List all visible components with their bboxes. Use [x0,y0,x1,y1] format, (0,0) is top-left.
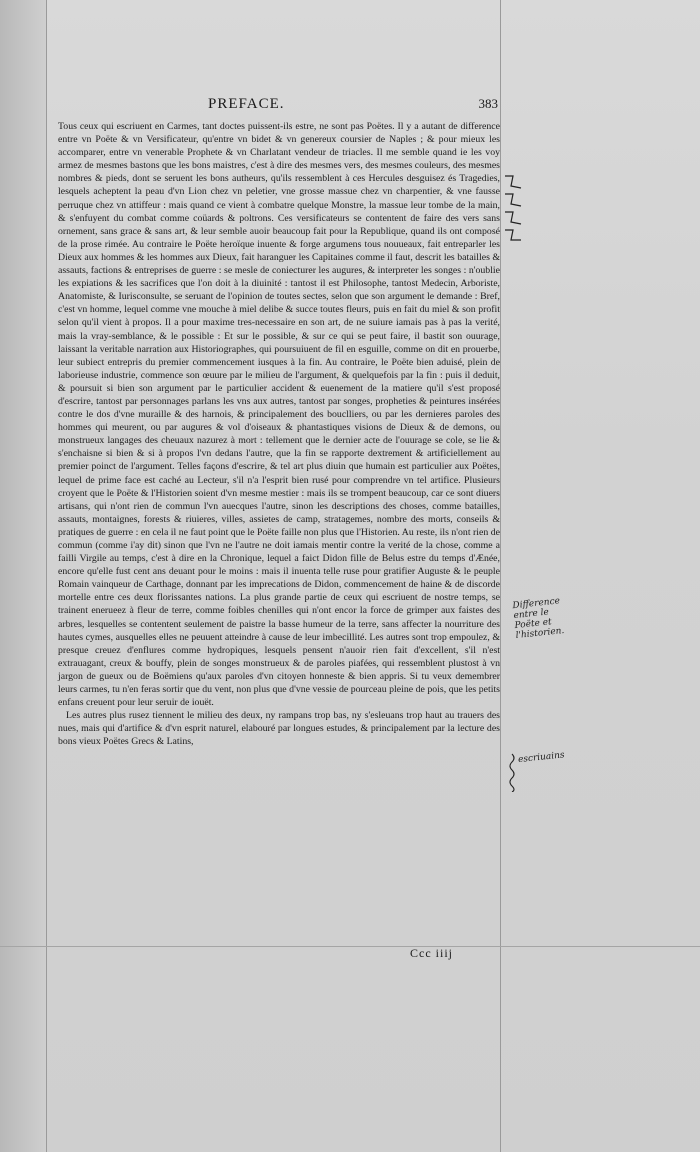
margin-note: Difference entre le Poëte et l'historien. [512,596,565,642]
margin-note: escriuains [517,750,566,766]
paragraph: Les autres plus rusez tiennent le milieu des deux, ny rampans trop bas, ny s'esleuans trop haut au trauers des nues, mais qui d'artifice & d'vn esprit naturel, elabouré par longues estudes, & principalement par la lecture des bons vieux Poëtes Grecs & Latins, [58,710,500,748]
margin-bracket-icon [503,172,527,244]
margin-rule [500,0,501,1152]
page-number: 383 [478,96,498,111]
page-fold-line [46,0,47,1152]
page-header [58,96,498,118]
horizontal-rule [0,946,700,947]
body-text [58,120,500,749]
margin-squiggle-icon [506,752,518,792]
signature-mark: Ccc iiij [410,946,453,960]
running-title: PREFACE. [208,96,285,112]
paragraph: Tous ceux qui escriuent en Carmes, tant doctes puissent-ils estre, ne sont pas Poëtes. Il y a autant de difference entre vn Poëte & vn Versificateur, qu'entre vn bidet & vn genereux coursier de Naples ; & pour mieux les accomparer, entre vn venerable Prophete & vn Charlatant vendeur de triacles. Il me semble quand ie les voy armez de mesmes bastons que les bons maistres, c'est à dire des mesmes vers, des mesmes couleurs, des mesmes nombres & pieds, dont se seruent les bons autheurs, qu'ils ressemblent à ces Hercules desguisez és Tragedies, lesquels acheptent la peau d'vn Lion chez vn peletier, vne grosse massue chez vn charpentier, & vne fausse perruque chez vn attiffeur : mais quand ce vient à combatre quelque Monstre, la massue leur tombe de la main, & s'enfuyent du combat comme coüards & poltrons. Ces versificateurs se contentent de faire des vers sans ornement, sans grace & sans art, & leur semble auoir beaucoup fait pour la Republique, quand ils ont composé de la prose rimée. Au contraire le Poëte heroïque inuente & forge argumens tous nouueaux, fait entreparler les Dieux aux hommes & les hommes aux Dieux, fait haranguer les Capitaines comme il faut, descrit les batailles & assauts, factions & entreprises de guerre : se mesle de coniecturer les augures, & interpreter les songes : n'oublie les expiations & les sacrifices que l'on doit à la diuinité : tantost il est Philosophe, tantost Medecin, Arboriste, Anatomiste, & Iurisconsulte, se seruant de l'opinion de toutes sectes, selon que son argument le demande : Bref, c'est vn homme, lequel comme vne mouche à miel delibe & succe toutes fleurs, puis en fait du miel & son profit selon qu'il vient à propos. Il a pour maxime tres-necessaire en son art, de ne suiure iamais pas à pas la verité, mais la vray-semblance, & le possible : Et sur le possible, & sur ce qui se peut faire, il bastit son ouurage, laissant la veritable narration aux Historiographes, qui poursuiuent de fil en esguille, comme on dit en prouerbe, leur subiect entrepris du premier commencement iusques à la fin. Au contraire, le Poëte bien aduisé, plein de laborieuse industrie, commence son œuure par le milieu de l'argument, & quelquefois par la fin : puis il deduit, & poursuit si bien son argument par le particulier accident & euenement de la matiere qu'il s'est proposé d'escrire, tantost par personnages parlans les vns aux autres, tantost par songes, propheties & peintures insérées contre le dos d'vne muraille & des harnois, & principalement des bouclliers, ou par les dernieres paroles des hommes qui meurent, ou par augures & vol d'oiseaux & phantastiques visions de Dieux & de demons, ou monstrueux langages des cheuaux nazurez à mort : tellement que le dernier acte de l'ouurage se cole, se lie & s'enchaisne si bien & si à propos l'vn dedans l'autre, que la fin se rapporte dextrement & artificiellement au premier poinct de l'argument. Telles façons d'escrire, & tel art plus diuin que humain est particulier aux Poëtes, lequel de prime face est caché au Lecteur, s'il n'a l'esprit bien rusé pour comprendre vn tel artifice. Plusieurs croyent que le Poëte & l'Historien soient d'vn mesme mestier : mais ils se trompent beaucoup, car ce sont diuers artisans, qui n'ont rien de commun l'vn auecques l'autre, sinon les descriptions des choses, comme batailles, assauts, montaignes, forests & riuieres, villes, assietes de camp, stratagemes, nombre des morts, conseils & pratiques de guerre : en cela il ne faut point que le Poëte faille non plus que l'Historien. Au reste, ils n'ont rien de commun (comme i'ay dit) sinon que l'vn ne l'autre ne doit iamais mentir contre la verité de la chose, comme a failli Virgile au temps, c'est à dire en la Chronique, lequel a faict Didon fille de Belus estre du temps d'Ænée, encore qu'elle fust cent ans deuant pour le moins : mais il inuenta telle ruse pour gratifier Auguste & le peuple Romain vainqueur de Carthage, donnant par les imprecations de Didon, commencement de haine & de discorde mortelle entre ces deux florissantes nations. La plus grande partie de ceux qui escriuent de nostre temps, se trainent enerueez à fleur de terre, comme foibles chenilles qui n'ont encor la force de grimper aux faistes des arbres, lesquelles se contentent seulement de paistre la basse humeur de la terre, sans affecter la nourriture des hautes cymes, ausquelles elles ne peuuent atteindre à cause de leur imbecillité. Les autres sont trop empoulez, & presque creuez d'enflures comme hydropiques, lesquels pensent n'auoir rien fait d'excellent, s'il n'est extrauagant, creux & bouffy, plein de songes monstrueux & de paroles piafées, qui ressemblent plustost à vn jargon de gueux ou de Boëmiens qu'aux paroles d'vn citoyen honneste & bien appris. Si tu veux demembrer leurs carmes, tu n'en feras sortir que du vent, non plus que d'vne vessie de pourceau pleine de pois, que les petits enfans creuent pour leur seruir de iouët. [58,121,500,709]
